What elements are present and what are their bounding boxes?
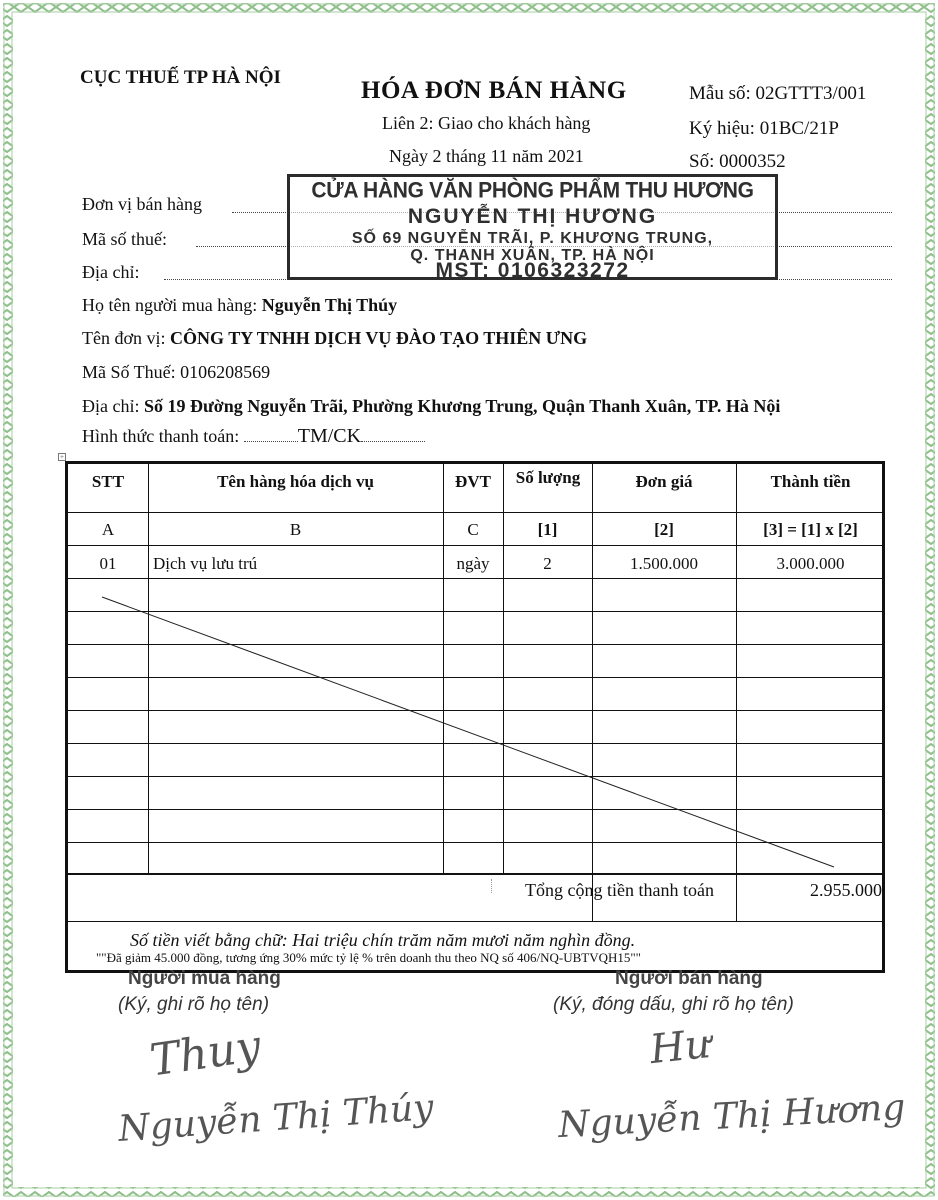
buyer-signature-scribble: Thuy (146, 1020, 264, 1087)
invoice-date: Ngày 2 tháng 11 năm 2021 (389, 146, 584, 166)
buyer-name-row (82, 295, 397, 316)
issuer-name: CỤC THUẾ TP HÀ NỘI (80, 67, 281, 88)
buyer-address-label: Địa chỉ: (82, 396, 140, 416)
code-b: B (289, 520, 302, 539)
seller-unit-label: Đơn vị bán hàng (82, 194, 202, 214)
seller-address-label: Địa chỉ: (82, 262, 140, 282)
seller-signature-scribble: Hư (647, 1020, 713, 1074)
stamp-address-2: Q. THANH XUÂN, TP. HÀ NỘI (410, 247, 655, 264)
buyer-name: Nguyễn Thị Thúy (261, 295, 398, 315)
invoice-table (65, 461, 885, 973)
row-1-price: 1.500.000 (630, 554, 698, 573)
payment-method: TM/CK (297, 425, 362, 447)
invoice-title: HÓA ĐƠN BÁN HÀNG (361, 77, 627, 104)
row-1-amount: 3.000.000 (776, 554, 845, 573)
buyer-address: Số 19 Đường Nguyễn Trãi, Phường Khương Trung, Quận Thanh Xuân, TP. Hà Nội (143, 396, 781, 416)
amount-in-words: Số tiền viết bằng chữ: Hai triệu chín trăm năm mươi năm nghìn đồng. (130, 930, 636, 950)
seller-signature-hint: (Ký, đóng dấu, ghi rõ họ tên) (553, 994, 794, 1015)
row-1-qty: 2 (543, 554, 552, 573)
seller-tax-label: Mã số thuế: (82, 229, 167, 249)
row-1-item: Dịch vụ lưu trú (153, 554, 258, 573)
payment-row (82, 425, 425, 448)
buyer-unit: CÔNG TY TNHH DỊCH VỤ ĐÀO TẠO THIÊN ƯNG (170, 328, 588, 348)
invoice-symbol: Ký hiệu: 01BC/21P (689, 118, 839, 139)
buyer-signature-hint: (Ký, ghi rõ họ tên) (118, 994, 270, 1015)
buyer-name-label: Họ tên người mua hàng: (82, 295, 258, 315)
row-1-stt: 01 (99, 554, 117, 573)
code-a: A (101, 520, 115, 539)
seller-handwritten-name: Nguyễn Thị Hương (557, 1086, 907, 1147)
buyer-handwritten-name: Nguyễn Thị Thúy (116, 1087, 435, 1150)
col-header-unit: ĐVT (455, 472, 491, 491)
discount-note: ""Đã giảm 45.000 đồng, tương ứng 30% mức tỷ lệ % trên doanh thu theo NQ số 406/NQ-UBTVQH15"" (96, 950, 641, 965)
col-header-amount: Thành tiền (770, 472, 851, 491)
buyer-tax-row (82, 362, 270, 383)
col-header-item: Tên hàng hóa dịch vụ (217, 472, 374, 491)
col-header-stt: STT (91, 472, 125, 491)
seller-stamp (287, 174, 778, 280)
total-amount: 2.955.000 (810, 880, 882, 900)
invoice-number: Số: 0000352 (689, 151, 786, 172)
table-move-handle[interactable]: + (58, 453, 66, 461)
invoice-copy: Liên 2: Giao cho khách hàng (382, 113, 591, 133)
stamp-owner: NGUYỄN THỊ HƯƠNG (407, 205, 658, 228)
buyer-address-row (82, 396, 780, 417)
stamp-shop-name: CỬA HÀNG VĂN PHÒNG PHẨM THU HƯƠNG (311, 178, 754, 203)
void-strike-line (68, 464, 882, 873)
buyer-tax-label: Mã Số Thuế: (82, 362, 176, 382)
form-number: Mẫu số: 02GTTT3/001 (689, 83, 867, 104)
buyer-signature-title: Người mua hàng (128, 968, 281, 989)
code-3: [3] = [1] x [2] (763, 520, 858, 539)
code-1: [1] (537, 520, 558, 539)
buyer-unit-row (82, 328, 587, 349)
buyer-tax: 0106208569 (180, 362, 271, 382)
stamp-address-1: SỐ 69 NGUYỄN TRÃI, P. KHƯƠNG TRUNG, (351, 230, 714, 247)
col-header-qty: Số lượng (515, 468, 581, 487)
seller-signature-title: Người bán hàng (615, 968, 763, 989)
total-label: Tổng cộng tiền thanh toán (525, 880, 714, 900)
stamp-tax-code: MST: 0106323272 (435, 259, 630, 282)
col-header-price: Đơn giá (635, 472, 693, 491)
code-c: C (467, 520, 479, 539)
code-2: [2] (654, 520, 674, 539)
row-1-unit: ngày (456, 554, 490, 573)
buyer-unit-label: Tên đơn vị: (82, 328, 166, 348)
payment-label: Hình thức thanh toán: (82, 426, 240, 446)
